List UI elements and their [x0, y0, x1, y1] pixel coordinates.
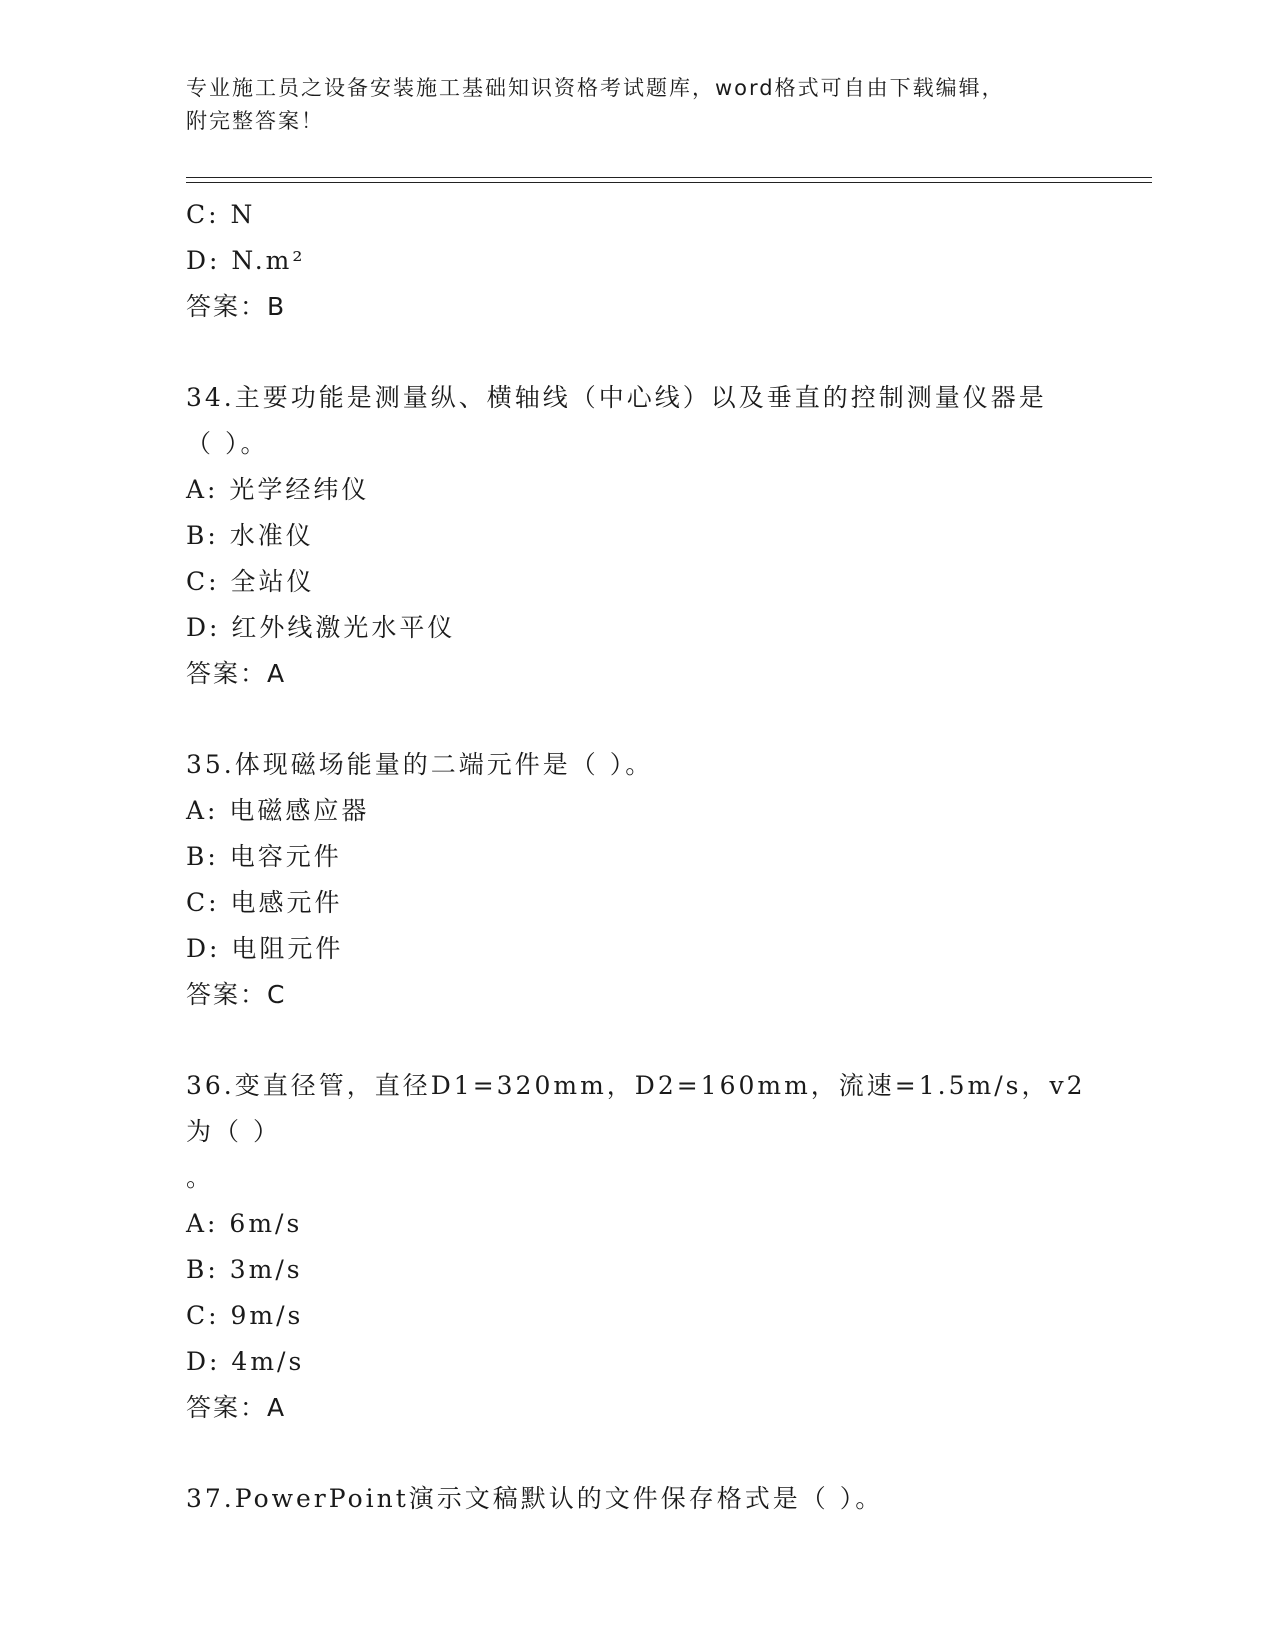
option-b: B: 电容元件	[186, 842, 342, 871]
header-line-2: 附完整答案！	[186, 109, 324, 133]
option-c: C: 9m/s	[186, 1301, 304, 1330]
option-a: A: 6m/s	[186, 1209, 303, 1238]
question-33-tail	[186, 192, 1086, 330]
option-d: D: 红外线激光水平仪	[186, 613, 456, 642]
spacer	[186, 697, 1086, 742]
answer-line: 答案：A	[186, 1393, 287, 1422]
option-c: C: 全站仪	[186, 567, 315, 596]
question-stem: 36.变直径管，直径D1=320mm，D2=160mm，流速=1.5m/s，v2为（ ）	[186, 1071, 1086, 1146]
document-body	[186, 192, 1086, 1522]
option-c: C: 电感元件	[186, 888, 343, 917]
spacer	[186, 330, 1086, 375]
answer-line: 答案：B	[186, 292, 287, 321]
question-stem-continued: 。	[186, 1163, 215, 1192]
spacer	[186, 1431, 1086, 1476]
answer-line: 答案：A	[186, 659, 287, 688]
question-stem: 37.PowerPoint演示文稿默认的文件保存格式是（ ）。	[186, 1484, 884, 1513]
spacer	[186, 1018, 1086, 1063]
question-stem: 35.体现磁场能量的二端元件是（ ）。	[186, 750, 654, 779]
option-d: D: 4m/s	[186, 1347, 305, 1376]
header-divider-top	[186, 177, 1152, 178]
option-a: A: 光学经纬仪	[186, 475, 370, 504]
question-35	[186, 742, 1086, 1018]
question-stem: 34.主要功能是测量纵、横轴线（中心线）以及垂直的控制测量仪器是	[186, 383, 1047, 412]
question-34	[186, 375, 1086, 697]
question-36	[186, 1063, 1086, 1431]
option-d: D: N.m²	[186, 246, 306, 275]
option-a: A: 电磁感应器	[186, 796, 370, 825]
header-divider-bottom	[186, 182, 1152, 183]
document-header	[186, 72, 1066, 138]
answer-line: 答案：C	[186, 980, 287, 1009]
header-line-1: 专业施工员之设备安装施工基础知识资格考试题库，word格式可自由下载编辑，	[186, 76, 1005, 100]
option-d: D: 电阻元件	[186, 934, 344, 963]
option-b: B: 3m/s	[186, 1255, 303, 1284]
question-37	[186, 1476, 1086, 1522]
question-stem-continued: （ ）。	[186, 429, 269, 458]
option-b: B: 水准仪	[186, 521, 314, 550]
option-c: C: N	[186, 200, 256, 229]
